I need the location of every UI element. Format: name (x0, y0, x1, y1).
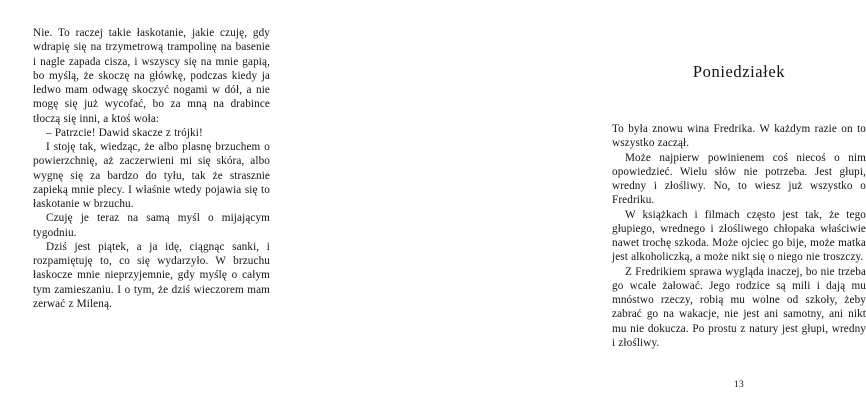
paragraph: Dziś jest piątek, a ja idę, ciągnąc sanki, i rozpamiętuję to, co się wydarzyło. W brzuchu łaskocze mnie nieprzyjemnie, gdy myślę o całym tym zamieszaniu. I o tym, że dziś wieczorem mam zerwać z Mileną. (33, 240, 270, 310)
paragraph: Może najpierw powinienem coś niecoś o nim opowiedzieć. Wielu słów nie potrzeba. Jest głupi, wredny i złośliwy. No, to wiesz już wszystko o Fredriku. (612, 151, 866, 207)
left-page-textblock (33, 26, 270, 311)
paragraph: W książkach i filmach często jest tak, że tego głupiego, wrednego i złośliwego chłopaka właściwie nawet trochę szkoda. Może ojciec go bije, może matka jest alkoholiczką, a może nikt się o niego nie troszczy. (612, 208, 866, 264)
paragraph: To była znowu wina Fredrika. W każdym razie on to wszystko zaczął. (612, 123, 866, 150)
page-number: 13 (733, 379, 745, 390)
left-page (0, 0, 300, 420)
paragraph: I stoję tak, wiedząc, że albo plasnę brzuchem o powierzchnię, aż zaczerwieni mi się skóra, albo wygnę się za bardzo do tyłu, tak że strasznie zapieką mnie plecy. I właśnie wtedy pojawia się to łaskotanie w brzuchu. (33, 141, 270, 210)
dialogue-line: – Patrzcie! Dawid skacze z trójki! (46, 126, 203, 139)
paragraph: Czuję je teraz na samą myśl o mijającym tygodniu. (33, 212, 270, 239)
chapter-title: Poniedziałek (692, 62, 786, 81)
right-page (300, 0, 866, 420)
right-page-textblock (612, 122, 866, 350)
paragraph: Z Fredrikiem sprawa wygląda inaczej, bo nie trzeba go wcale żałować. Jego rodzice są mili i dają mu mnóstwo rzeczy, robią mu wolne od szkoły, żeby zabrać go na wakacje, nie jest ani samotny, ani nikt mu nie dokucza. Po prostu z natury jest głupi, wredny i złośliwy. (612, 265, 866, 349)
paragraph: Nie. To raczej takie łaskotanie, jakie czuję, gdy wdrapię się na trzymetrową trampolinę na basenie i nagle zapada cisza, i wszyscy się na mnie gapią, bo myślą, że skoczę na główkę, podczas kiedy ja ledwo mam odwagę skoczyć nogami w dół, a nie mogę się już wycofać, bo za mną na drabince tłoczą się inni, a ktoś woła: (33, 27, 270, 125)
